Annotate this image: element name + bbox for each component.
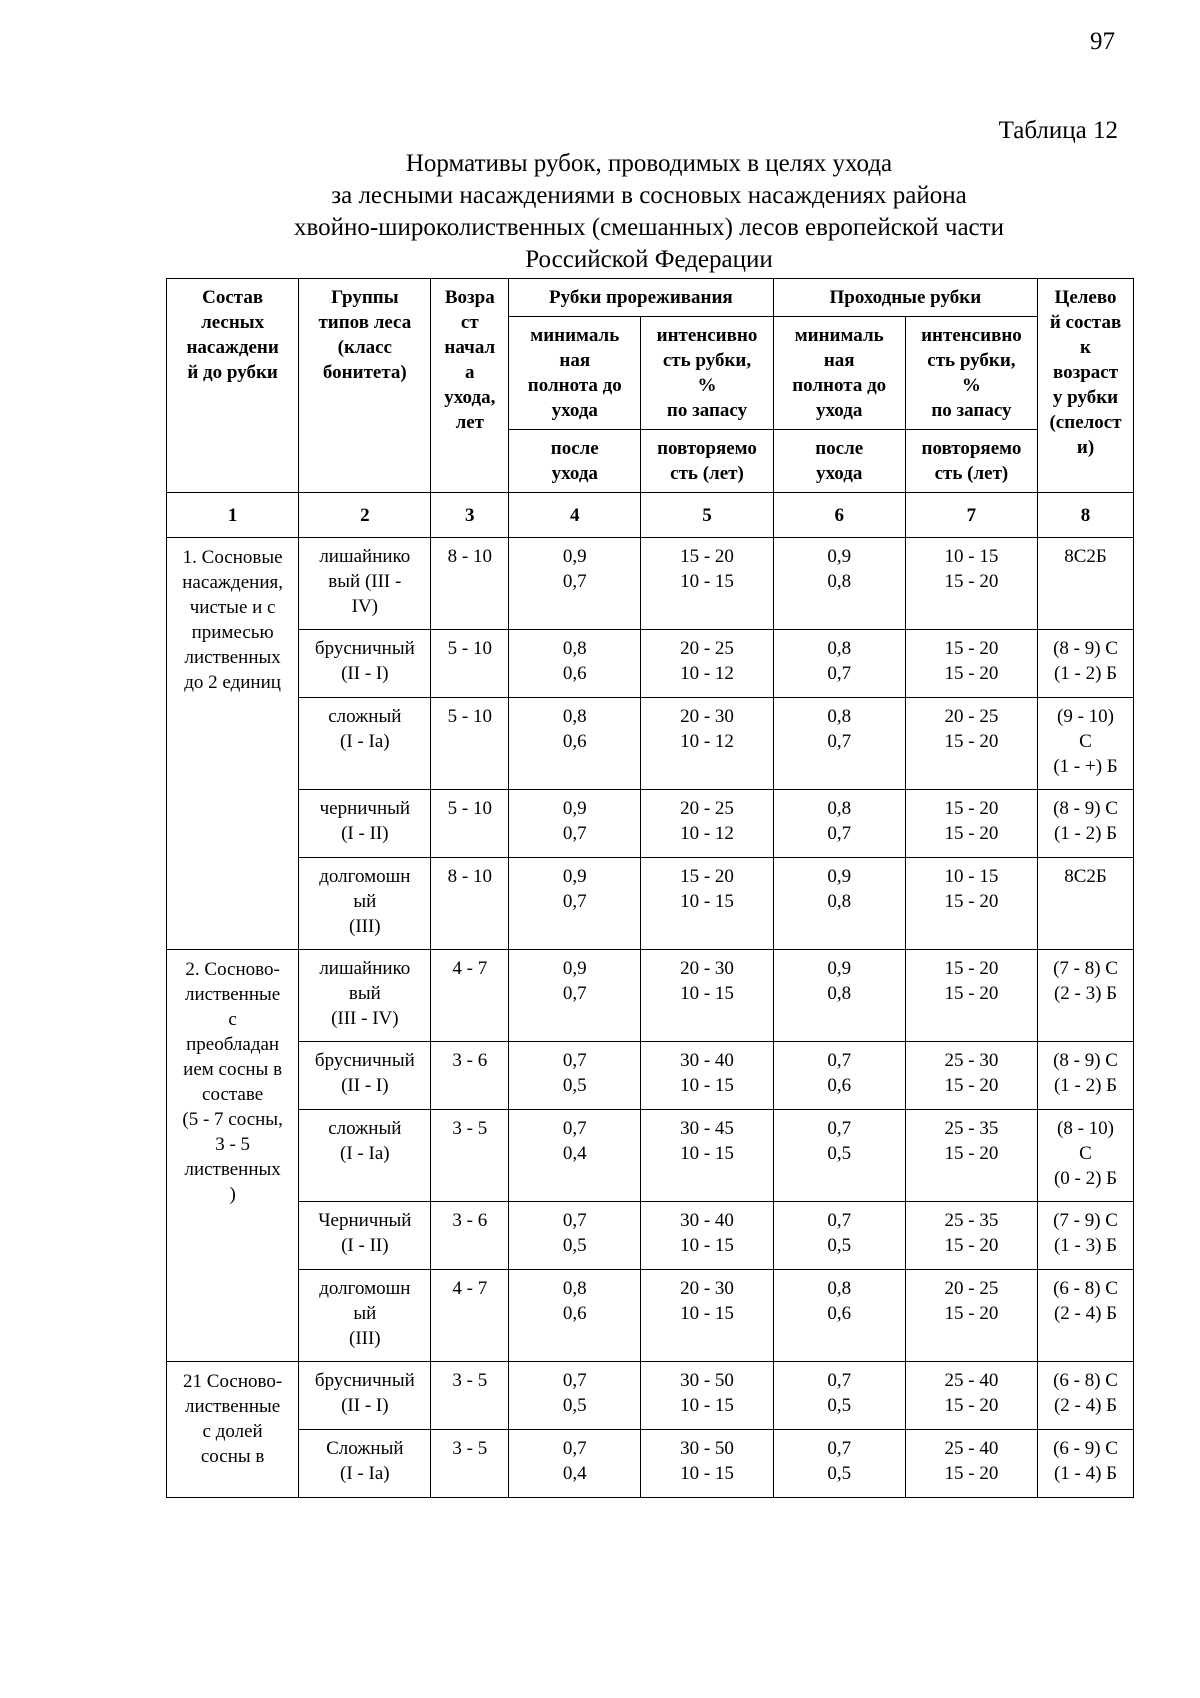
table-row [167, 790, 1134, 858]
target-composition-cell: 8С2Б [1038, 858, 1134, 950]
age-cell: 4 - 7 [431, 950, 509, 1042]
header-age: Возра ст начал а ухода, лет [431, 279, 509, 493]
table-row [167, 538, 1134, 630]
target-composition-cell: (7 - 8) С (2 - 3) Б [1038, 950, 1134, 1042]
age-cell: 4 - 7 [431, 1270, 509, 1362]
age-cell: 8 - 10 [431, 858, 509, 950]
age-cell: 3 - 5 [431, 1110, 509, 1202]
age-cell: 8 - 10 [431, 538, 509, 630]
passage-density-cell: 0,9 0,8 [773, 950, 905, 1042]
table-row [167, 1270, 1134, 1362]
forest-type-cell: сложный (I - Iа) [299, 698, 431, 790]
thinning-intensity-cell: 20 - 25 10 - 12 [641, 790, 773, 858]
header-intensity: интенсивно сть рубки, % по запасу [905, 317, 1037, 430]
target-composition-cell: (7 - 9) С (1 - 3) Б [1038, 1202, 1134, 1270]
forest-type-cell: Сложный (I - Iа) [299, 1430, 431, 1498]
header-after-care: после ухода [509, 430, 641, 493]
table-row [167, 698, 1134, 790]
thinning-density-cell: 0,7 0,4 [509, 1110, 641, 1202]
column-number: 4 [509, 493, 641, 538]
passage-intensity-cell: 25 - 35 15 - 20 [905, 1202, 1037, 1270]
target-composition-cell: 8С2Б [1038, 538, 1134, 630]
passage-density-cell: 0,7 0,5 [773, 1110, 905, 1202]
target-composition-cell: (6 - 9) С (1 - 4) Б [1038, 1430, 1134, 1498]
thinning-intensity-cell: 30 - 40 10 - 15 [641, 1042, 773, 1110]
page-number: 97 [1090, 28, 1115, 55]
passage-intensity-cell: 25 - 30 15 - 20 [905, 1042, 1037, 1110]
forest-type-cell: долгомошн ый (III) [299, 1270, 431, 1362]
target-composition-cell: (8 - 10) С (0 - 2) Б [1038, 1110, 1134, 1202]
header-intensity: интенсивно сть рубки, % по запасу [641, 317, 773, 430]
forest-type-cell: черничный (I - II) [299, 790, 431, 858]
header-forest-type: Группы типов леса (класс бонитета) [299, 279, 431, 493]
composition-cell: 2. Сосново- лиственные с преобладан ием сосны в составе (5 - 7 сосны, 3 - 5 лиственных ) [167, 950, 299, 1362]
forest-type-cell: долгомошн ый (III) [299, 858, 431, 950]
thinning-density-cell: 0,9 0,7 [509, 538, 641, 630]
column-number-row [167, 493, 1134, 538]
target-composition-cell: (8 - 9) С (1 - 2) Б [1038, 630, 1134, 698]
column-number: 1 [167, 493, 299, 538]
target-composition-cell: (8 - 9) С (1 - 2) Б [1038, 790, 1134, 858]
passage-density-cell: 0,7 0,5 [773, 1430, 905, 1498]
passage-intensity-cell: 15 - 20 15 - 20 [905, 950, 1037, 1042]
passage-intensity-cell: 10 - 15 15 - 20 [905, 858, 1037, 950]
table-row [167, 1430, 1134, 1498]
thinning-density-cell: 0,7 0,5 [509, 1042, 641, 1110]
header-thinning: Рубки прореживания [509, 279, 773, 317]
passage-density-cell: 0,8 0,7 [773, 790, 905, 858]
passage-intensity-cell: 25 - 40 15 - 20 [905, 1362, 1037, 1430]
composition-cell: 21 Сосново- лиственные с долей сосны в [167, 1362, 299, 1498]
header-row [167, 279, 1134, 317]
forest-type-cell: брусничный (II - I) [299, 630, 431, 698]
passage-density-cell: 0,8 0,7 [773, 698, 905, 790]
age-cell: 5 - 10 [431, 698, 509, 790]
title-line: хвойно-широколиственных (смешанных) лесов европейской части [294, 214, 1004, 241]
age-cell: 3 - 5 [431, 1430, 509, 1498]
age-cell: 3 - 6 [431, 1202, 509, 1270]
passage-intensity-cell: 25 - 35 15 - 20 [905, 1110, 1037, 1202]
age-cell: 5 - 10 [431, 630, 509, 698]
target-composition-cell: (8 - 9) С (1 - 2) Б [1038, 1042, 1134, 1110]
table-row [167, 858, 1134, 950]
forest-type-cell: брусничный (II - I) [299, 1042, 431, 1110]
column-number: 5 [641, 493, 773, 538]
forest-type-cell: лишайнико вый (III - IV) [299, 950, 431, 1042]
passage-density-cell: 0,8 0,7 [773, 630, 905, 698]
forest-type-cell: Черничный (I - II) [299, 1202, 431, 1270]
header-min-density: минималь ная полнота до ухода [509, 317, 641, 430]
thinning-intensity-cell: 20 - 30 10 - 15 [641, 950, 773, 1042]
thinning-intensity-cell: 30 - 50 10 - 15 [641, 1362, 773, 1430]
passage-density-cell: 0,7 0,6 [773, 1042, 905, 1110]
thinning-density-cell: 0,8 0,6 [509, 630, 641, 698]
passage-density-cell: 0,9 0,8 [773, 858, 905, 950]
thinning-density-cell: 0,9 0,7 [509, 858, 641, 950]
title-line: Российской Федерации [525, 246, 773, 273]
thinning-density-cell: 0,7 0,4 [509, 1430, 641, 1498]
thinning-density-cell: 0,7 0,5 [509, 1362, 641, 1430]
passage-intensity-cell: 20 - 25 15 - 20 [905, 698, 1037, 790]
thinning-intensity-cell: 15 - 20 10 - 15 [641, 538, 773, 630]
target-composition-cell: (6 - 8) С (2 - 4) Б [1038, 1362, 1134, 1430]
passage-density-cell: 0,8 0,6 [773, 1270, 905, 1362]
column-number: 7 [905, 493, 1037, 538]
column-number: 6 [773, 493, 905, 538]
forest-type-cell: лишайнико вый (III - IV) [299, 538, 431, 630]
target-composition-cell: (6 - 8) С (2 - 4) Б [1038, 1270, 1134, 1362]
passage-intensity-cell: 15 - 20 15 - 20 [905, 630, 1037, 698]
thinning-density-cell: 0,8 0,6 [509, 698, 641, 790]
thinning-density-cell: 0,8 0,6 [509, 1270, 641, 1362]
age-cell: 5 - 10 [431, 790, 509, 858]
passage-density-cell: 0,7 0,5 [773, 1202, 905, 1270]
header-repeat: повторяемо сть (лет) [641, 430, 773, 493]
title-line: за лесными насаждениями в сосновых насаждениях района [331, 182, 967, 209]
header-passage: Проходные рубки [773, 279, 1037, 317]
thinning-intensity-cell: 20 - 30 10 - 15 [641, 1270, 773, 1362]
thinning-intensity-cell: 30 - 40 10 - 15 [641, 1202, 773, 1270]
table-row [167, 1110, 1134, 1202]
table-row [167, 630, 1134, 698]
header-repeat: повторяемо сть (лет) [905, 430, 1037, 493]
column-number: 8 [1038, 493, 1134, 538]
thinning-intensity-cell: 30 - 45 10 - 15 [641, 1110, 773, 1202]
passage-intensity-cell: 25 - 40 15 - 20 [905, 1430, 1037, 1498]
header-min-density: минималь ная полнота до ухода [773, 317, 905, 430]
table-row [167, 1362, 1134, 1430]
target-composition-cell: (9 - 10) С (1 - +) Б [1038, 698, 1134, 790]
table-title [166, 148, 1132, 276]
thinning-density-cell: 0,9 0,7 [509, 950, 641, 1042]
thinning-density-cell: 0,9 0,7 [509, 790, 641, 858]
thinning-intensity-cell: 20 - 25 10 - 12 [641, 630, 773, 698]
header-composition: Состав лесных насаждени й до рубки [167, 279, 299, 493]
passage-density-cell: 0,9 0,8 [773, 538, 905, 630]
thinning-density-cell: 0,7 0,5 [509, 1202, 641, 1270]
passage-intensity-cell: 15 - 20 15 - 20 [905, 790, 1037, 858]
column-number: 3 [431, 493, 509, 538]
table-label: Таблица 12 [998, 117, 1118, 144]
forest-type-cell: брусничный (II - I) [299, 1362, 431, 1430]
thinning-intensity-cell: 20 - 30 10 - 12 [641, 698, 773, 790]
title-line: Нормативы рубок, проводимых в целях ухода [405, 150, 893, 177]
column-number: 2 [299, 493, 431, 538]
passage-intensity-cell: 10 - 15 15 - 20 [905, 538, 1037, 630]
forest-type-cell: сложный (I - Iа) [299, 1110, 431, 1202]
passage-intensity-cell: 20 - 25 15 - 20 [905, 1270, 1037, 1362]
norms-table [166, 278, 1134, 1498]
thinning-intensity-cell: 30 - 50 10 - 15 [641, 1430, 773, 1498]
table-row [167, 1202, 1134, 1270]
thinning-intensity-cell: 15 - 20 10 - 15 [641, 858, 773, 950]
header-after-care: после ухода [773, 430, 905, 493]
age-cell: 3 - 6 [431, 1042, 509, 1110]
age-cell: 3 - 5 [431, 1362, 509, 1430]
header-target: Целево й состав к возраст у рубки (спелост и) [1038, 279, 1134, 493]
table-row [167, 950, 1134, 1042]
passage-density-cell: 0,7 0,5 [773, 1362, 905, 1430]
composition-cell: 1. Сосновые насаждения, чистые и с примесью лиственных до 2 единиц [167, 538, 299, 950]
table-row [167, 1042, 1134, 1110]
